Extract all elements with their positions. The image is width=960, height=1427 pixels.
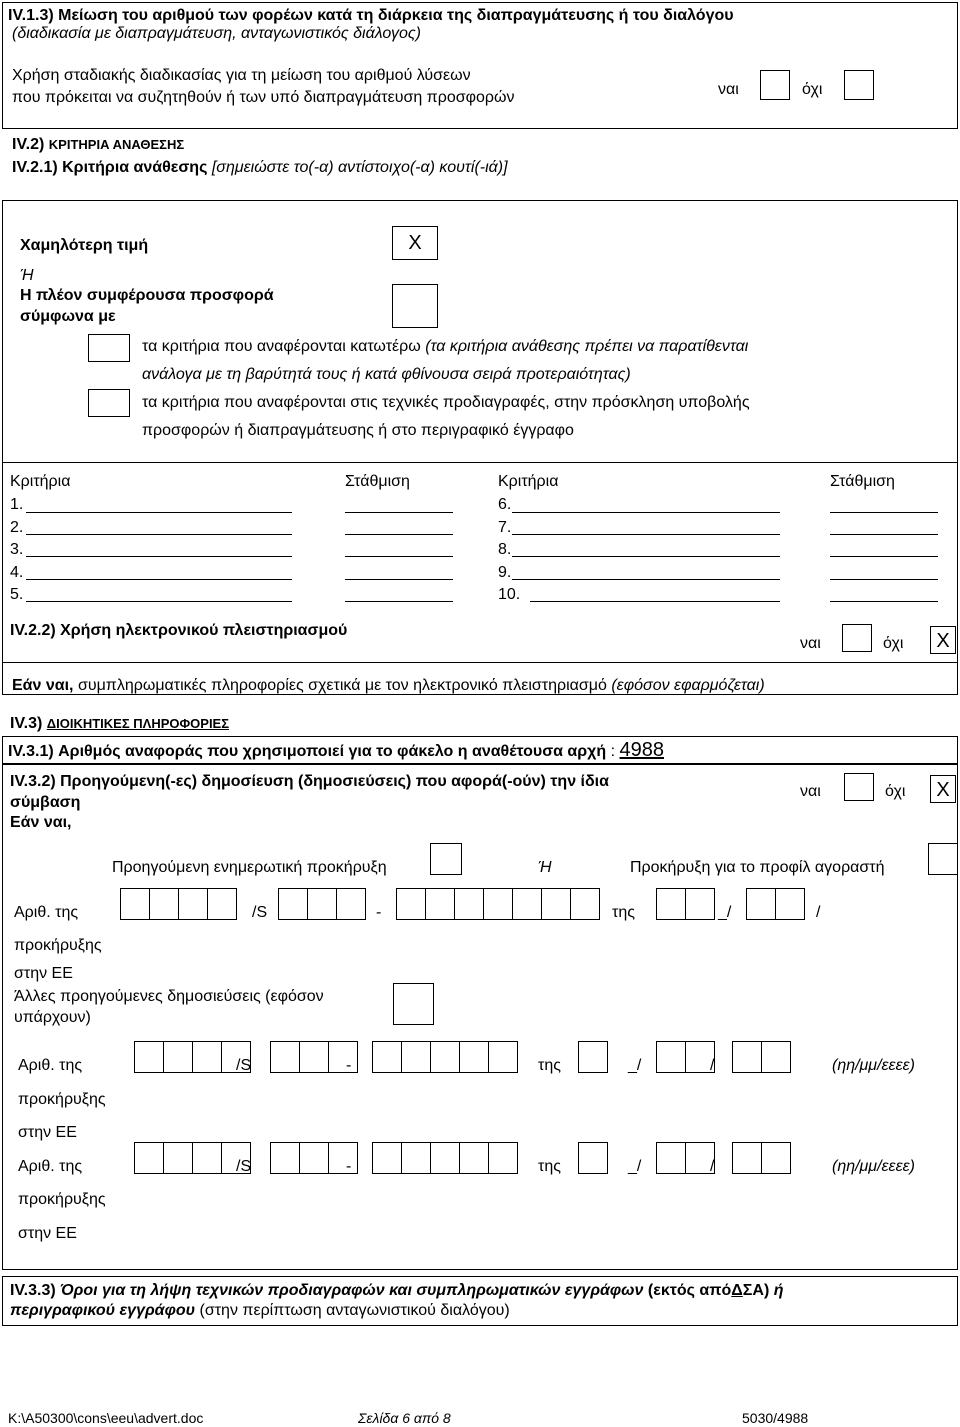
- section-iv-3-3-line2: [10, 1301, 510, 1320]
- criterion-field[interactable]: [26, 512, 292, 513]
- date-format-label: (ηη/μμ/εεεε): [832, 1057, 915, 1074]
- phased-procedure-line2: που πρόκειται να συζητηθούν ή των υπό διαπραγμάτευση προσφορών: [12, 89, 515, 106]
- weight-field[interactable]: [345, 579, 453, 580]
- criteria-header-left: Κριτήρια: [10, 473, 71, 490]
- criterion-number: 10.: [498, 586, 521, 603]
- previous-pub-yes-checkbox[interactable]: [844, 773, 874, 801]
- digit-cell[interactable]: [746, 888, 776, 920]
- digit-cell[interactable]: [336, 888, 366, 920]
- criterion-field[interactable]: [512, 512, 780, 513]
- criteria-below-text: [142, 337, 748, 356]
- digit-cell[interactable]: [459, 1142, 489, 1174]
- digit-cell[interactable]: [149, 888, 179, 920]
- or-label: ή: [773, 1282, 784, 1299]
- digit-cell[interactable]: [656, 1142, 686, 1174]
- e-auction-info-label: συμπληρωματικές πληροφορίες σχετικά με τον ηλεκτρονικό πλειστηριασμό: [77, 677, 607, 694]
- date-day-cells[interactable]: [578, 1142, 607, 1174]
- e-auction-heading: IV.2.2) Χρήση ηλεκτρονικού πλειστηριασμού: [10, 622, 348, 639]
- notice-year-cells[interactable]: [120, 888, 236, 920]
- digit-cell[interactable]: [134, 1142, 164, 1174]
- digit-cell[interactable]: [401, 1041, 431, 1073]
- divider: [2, 462, 958, 463]
- digit-cell[interactable]: [488, 1142, 518, 1174]
- notice-word: προκήρυξης: [18, 1091, 106, 1108]
- previous-pub-no-checkbox[interactable]: [930, 775, 956, 803]
- criteria-below-note-2: ανάλογα με τη βαρύτητά τους ή κατά φθίνουσα σειρά προτεραιότητας): [142, 366, 631, 383]
- other-publications-label-1: Άλλες προηγούμενες δημοσιεύσεις (εφόσον: [14, 988, 324, 1005]
- s-separator: /S: [252, 904, 268, 921]
- yes-label: ναι: [800, 635, 821, 652]
- criterion-number: 7.: [498, 519, 512, 536]
- if-yes-label: Εάν ναι,: [10, 814, 72, 831]
- notice-number-label: Αριθ. της: [18, 1158, 83, 1175]
- criteria-below-checkbox[interactable]: [88, 334, 130, 362]
- e-auction-info-note: (εφόσον εφαρμόζεται): [611, 677, 765, 694]
- footer-code: 5030/4988: [742, 1410, 809, 1426]
- notice-seq-cells[interactable]: [372, 1142, 517, 1174]
- digit-cell[interactable]: [570, 888, 600, 920]
- digit-cell[interactable]: [401, 1142, 431, 1174]
- criterion-number: 1.: [10, 496, 24, 513]
- digit-cell[interactable]: [134, 1041, 164, 1073]
- of-label: της: [538, 1158, 561, 1175]
- prior-information-notice-label: Προηγούμενη ενημερωτική προκήρυξη: [112, 859, 387, 876]
- digit-cell[interactable]: [656, 888, 686, 920]
- yes-label: ναι: [800, 783, 821, 800]
- e-auction-no-checkbox[interactable]: [930, 626, 956, 654]
- s-separator: /S: [236, 1057, 252, 1074]
- lowest-price-label: Χαμηλότερη τιμή: [20, 237, 149, 254]
- in-eu-label: στην ΕΕ: [14, 965, 73, 982]
- weight-field[interactable]: [345, 512, 453, 513]
- criterion-number: 2.: [10, 519, 24, 536]
- prior-information-checkbox[interactable]: [430, 843, 462, 875]
- checked-x-mark: X: [936, 779, 950, 801]
- no-label: όχι: [883, 635, 904, 652]
- abbr-part: Δ: [731, 1282, 743, 1299]
- if-yes-label: Εάν ναι,: [12, 677, 74, 694]
- in-eu-label: στην ΕΕ: [18, 1124, 77, 1141]
- digit-cell[interactable]: [299, 1041, 329, 1073]
- date-month-cells[interactable]: [656, 1142, 714, 1174]
- in-eu-label: στην ΕΕ: [18, 1225, 77, 1242]
- award-criteria-heading: IV.2.1) Κριτήρια ανάθεσης: [12, 159, 208, 176]
- criterion-number: 5.: [10, 586, 24, 603]
- notice-year-cells[interactable]: [134, 1142, 250, 1174]
- date-year-cells[interactable]: [732, 1041, 790, 1073]
- phased-procedure-line1: Χρήση σταδιακής διαδικασίας για τη μείωση του αριθμού λύσεων: [12, 67, 471, 84]
- weight-header-left: Στάθμιση: [345, 473, 410, 490]
- meat-checkbox[interactable]: [392, 284, 438, 328]
- award-criteria-note: [σημειώστε το(-α) αντίστοιχο(-α) κουτί(-ιά)]: [211, 159, 508, 176]
- date-slash: _/: [628, 1158, 642, 1175]
- weight-field[interactable]: [345, 534, 453, 535]
- or-label: Ή: [20, 267, 34, 284]
- section-iv-3-3-line1: [10, 1281, 784, 1300]
- date-slash: _/: [718, 904, 732, 921]
- digit-cell[interactable]: [192, 1041, 222, 1073]
- criteria-header-right: Κριτήρια: [498, 473, 559, 490]
- date-slash: /: [710, 1057, 715, 1074]
- date-format-label: (ηη/μμ/εεεε): [832, 1158, 915, 1175]
- phased-yes-checkbox[interactable]: [760, 70, 790, 100]
- criteria-specs-checkbox[interactable]: [88, 389, 130, 417]
- no-label: όχι: [802, 81, 823, 98]
- dash-separator: -: [346, 1158, 352, 1175]
- date-slash: _/: [628, 1057, 642, 1074]
- digit-cell[interactable]: [578, 1142, 608, 1174]
- weight-field[interactable]: [830, 512, 938, 513]
- yes-label: ναι: [718, 81, 739, 98]
- section-iv-3-title: [10, 714, 229, 733]
- weight-field[interactable]: [345, 556, 453, 557]
- section-number: IV.3.3): [10, 1282, 56, 1299]
- criterion-field[interactable]: [530, 601, 780, 602]
- digit-cell[interactable]: [270, 1041, 300, 1073]
- descriptive-document-label: περιγραφικού εγγράφου: [10, 1302, 196, 1319]
- footer-path: K:\A50300\cons\eeu\advert.doc: [8, 1410, 204, 1426]
- digit-cell[interactable]: [178, 888, 208, 920]
- criteria-specs-text-2: προσφορών ή διαπραγμάτευσης ή στο περιγραφικό έγγραφο: [142, 422, 574, 439]
- criterion-number: 8.: [498, 541, 512, 558]
- digit-cell[interactable]: [396, 888, 426, 920]
- of-label: της: [538, 1057, 561, 1074]
- date-day-cells[interactable]: [578, 1041, 607, 1073]
- divider: [2, 662, 958, 663]
- notice-seq-cells[interactable]: [396, 888, 599, 920]
- section-heading: ΚΡΙΤΗΡΙΑ ΑΝΑΘΕΣΗΣ: [48, 137, 185, 152]
- criterion-field[interactable]: [26, 534, 292, 535]
- previous-publication-heading-2: σύμβαση: [10, 794, 81, 811]
- criteria-below-label: τα κριτήρια που αναφέρονται κατωτέρω: [142, 338, 421, 355]
- except-label: (εκτός από: [647, 1282, 732, 1299]
- of-label: της: [612, 904, 635, 921]
- digit-cell[interactable]: [372, 1142, 402, 1174]
- meat-label-2: σύμφωνα με: [20, 308, 116, 325]
- date-month-cells[interactable]: [656, 1041, 714, 1073]
- digit-cell[interactable]: [307, 888, 337, 920]
- notice-s-cells[interactable]: [270, 1041, 357, 1073]
- section-iv-2-1-heading: [12, 158, 508, 177]
- digit-cell[interactable]: [732, 1142, 762, 1174]
- digit-cell[interactable]: [454, 888, 484, 920]
- criterion-field[interactable]: [26, 579, 292, 580]
- meat-label-1: Η πλέον συμφέρουσα προσφορά: [20, 287, 274, 304]
- date-day-cells[interactable]: [656, 888, 714, 920]
- digit-cell[interactable]: [775, 888, 805, 920]
- criteria-specs-text: τα κριτήρια που αναφέρονται στις τεχνικές προδιαγραφές, στην πρόσκληση υποβολής: [142, 394, 750, 411]
- digit-cell[interactable]: [656, 1041, 686, 1073]
- weight-field[interactable]: [345, 601, 453, 602]
- previous-publication-frame: [2, 764, 958, 1270]
- e-auction-yes-checkbox[interactable]: [842, 624, 872, 652]
- or-label: Ή: [538, 859, 552, 876]
- digit-cell[interactable]: [541, 888, 571, 920]
- digit-cell[interactable]: [328, 1142, 358, 1174]
- digit-cell[interactable]: [512, 888, 542, 920]
- notice-seq-cells[interactable]: [372, 1041, 517, 1073]
- date-slash: /: [710, 1158, 715, 1175]
- date-year-cells[interactable]: [732, 1142, 790, 1174]
- digit-cell[interactable]: [430, 1142, 460, 1174]
- weight-field[interactable]: [830, 579, 938, 580]
- section-number: IV.3): [10, 715, 43, 732]
- phased-no-checkbox[interactable]: [844, 70, 874, 100]
- digit-cell[interactable]: [459, 1041, 489, 1073]
- weight-field[interactable]: [830, 601, 938, 602]
- s-separator: /S: [236, 1158, 252, 1175]
- digit-cell[interactable]: [120, 888, 150, 920]
- section-iv-1-3-title: IV.1.3) Μείωση του αριθμού των φορέων κατά τη διάρκεια της διαπραγμάτευσης ή του διαλόγου: [8, 7, 734, 24]
- checked-x-mark: X: [408, 232, 422, 254]
- digit-cell[interactable]: [761, 1142, 791, 1174]
- section-iv-1-3-subtitle: (διαδικασία με διαπραγμάτευση, ανταγωνιστικός διάλογος): [12, 25, 421, 42]
- criterion-field[interactable]: [512, 579, 780, 580]
- digit-cell[interactable]: [761, 1041, 791, 1073]
- digit-cell[interactable]: [192, 1142, 222, 1174]
- colon: :: [610, 743, 616, 760]
- digit-cell[interactable]: [685, 888, 715, 920]
- notice-s-cells[interactable]: [278, 888, 365, 920]
- dash-separator: -: [376, 904, 382, 921]
- buyer-profile-checkbox[interactable]: [928, 843, 958, 875]
- date-month-cells[interactable]: [746, 888, 804, 920]
- digit-cell[interactable]: [732, 1041, 762, 1073]
- weight-header-right: Στάθμιση: [830, 473, 895, 490]
- notice-word: προκήρυξης: [18, 1191, 106, 1208]
- other-publications-checkbox[interactable]: [393, 983, 434, 1025]
- date-slash: /: [816, 904, 821, 921]
- criterion-number: 4.: [10, 564, 24, 581]
- no-label: όχι: [885, 783, 906, 800]
- footer-page: Σελίδα 6 από 8: [358, 1410, 451, 1426]
- section-iv-2-title: [12, 135, 184, 154]
- criterion-field[interactable]: [512, 534, 780, 535]
- digit-cell[interactable]: [278, 888, 308, 920]
- dash-separator: -: [346, 1057, 352, 1074]
- digit-cell[interactable]: [425, 888, 455, 920]
- e-auction-info-text: [12, 676, 765, 695]
- digit-cell[interactable]: [207, 888, 237, 920]
- checked-x-mark: X: [936, 630, 950, 652]
- competitive-dialogue-note: (στην περίπτωση ανταγωνιστικού διαλόγου): [199, 1302, 510, 1319]
- digit-cell[interactable]: [578, 1041, 608, 1073]
- notice-number-label: Αριθ. της: [14, 904, 79, 921]
- notice-word: προκήρυξης: [14, 937, 102, 954]
- buyer-profile-label: Προκήρυξη για το προφίλ αγοραστή: [630, 859, 885, 876]
- other-publications-label-2: υπάρχουν): [14, 1009, 91, 1026]
- digit-cell[interactable]: [328, 1041, 358, 1073]
- digit-cell[interactable]: [163, 1041, 193, 1073]
- digit-cell[interactable]: [299, 1142, 329, 1174]
- criteria-below-note: (τα κριτήρια ανάθεσης πρέπει να παρατίθενται: [425, 338, 749, 355]
- notice-s-cells[interactable]: [270, 1142, 357, 1174]
- previous-publication-heading-1: IV.3.2) Προηγούμενη(-ες) δημοσίευση (δημοσιεύσεις) που αφορά(-ούν) την ίδια: [10, 773, 609, 790]
- criterion-field[interactable]: [512, 556, 780, 557]
- file-reference-row: [8, 741, 664, 761]
- section-number: IV.2): [12, 136, 45, 153]
- digit-cell[interactable]: [488, 1041, 518, 1073]
- spec-conditions-label: Όροι για τη λήψη τεχνικών προδιαγραφών και συμπληρωματικών εγγράφων: [60, 1282, 644, 1299]
- digit-cell[interactable]: [483, 888, 513, 920]
- criterion-number: 9.: [498, 564, 512, 581]
- file-reference-label: IV.3.1) Αριθμός αναφοράς που χρησιμοποιεί για το φάκελο η αναθέτουσα αρχή: [8, 743, 607, 760]
- digit-cell[interactable]: [163, 1142, 193, 1174]
- section-heading: ΔΙΟΙΚΗΤΙΚΕΣ ΠΛΗΡΟΦΟΡΙΕΣ: [46, 716, 230, 731]
- criterion-number: 6.: [498, 496, 512, 513]
- lowest-price-checkbox[interactable]: [392, 226, 438, 260]
- file-reference-value: 4988: [619, 739, 665, 761]
- notice-number-label: Αριθ. της: [18, 1057, 83, 1074]
- weight-field[interactable]: [830, 534, 938, 535]
- criterion-field[interactable]: [26, 601, 292, 602]
- abbr-rest: ΣΑ): [742, 1282, 770, 1299]
- weight-field[interactable]: [830, 556, 938, 557]
- digit-cell[interactable]: [270, 1142, 300, 1174]
- criterion-field[interactable]: [26, 556, 292, 557]
- criterion-number: 3.: [10, 541, 24, 558]
- digit-cell[interactable]: [372, 1041, 402, 1073]
- digit-cell[interactable]: [430, 1041, 460, 1073]
- notice-year-cells[interactable]: [134, 1041, 250, 1073]
